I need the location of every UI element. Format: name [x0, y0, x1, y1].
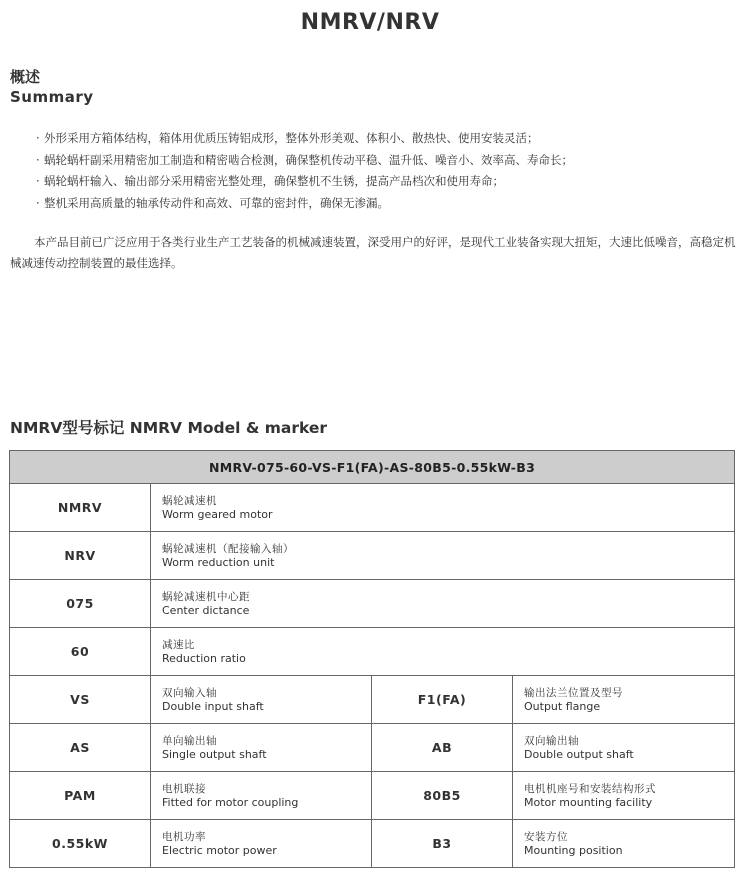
row-description: 蜗轮减速机中心距 Center dictance	[151, 580, 735, 628]
row-description: 蜗轮减速机 Worm geared motor	[151, 484, 735, 532]
row-description: 双向输出轴 Double output shaft	[513, 724, 735, 772]
row-description: 输出法兰位置及型号 Output flange	[513, 676, 735, 724]
row-description: 电机机座号和安装结构形式 Motor mounting facility	[513, 772, 735, 820]
table-row	[10, 772, 735, 820]
table-row	[10, 820, 735, 868]
feature-item: · 蜗轮蜗杆输入、输出部分采用精密光整处理，确保整机不生锈，提高产品档次和使用寿命；	[36, 174, 504, 188]
row-description: 安装方位 Mounting position	[513, 820, 735, 868]
row-code: AS	[10, 724, 151, 772]
feature-item: · 外形采用方箱体结构，箱体用优质压铸铝成形，整体外形美观、体积小、散热快、使用安装灵活；	[36, 131, 539, 145]
row-description: 蜗轮减速机（配接输入轴） Worm reduction unit	[151, 532, 735, 580]
row-code: 0.55kW	[10, 820, 151, 868]
row-code: 60	[10, 628, 151, 676]
table-row	[10, 532, 735, 580]
table-row	[10, 628, 735, 676]
row-description: 双向输入轴 Double input shaft	[151, 676, 372, 724]
row-code: 075	[10, 580, 151, 628]
row-description: 单向输出轴 Single output shaft	[151, 724, 372, 772]
model-marker-table	[9, 450, 735, 868]
summary-heading-cn: 概述	[10, 68, 41, 86]
page-title: NMRV/NRV	[300, 10, 440, 35]
row-description: 电机功率 Electric motor power	[151, 820, 372, 868]
table-row	[10, 724, 735, 772]
model-section-heading: NMRV型号标记 NMRV Model & marker	[10, 419, 328, 437]
row-code: 80B5	[372, 772, 513, 820]
row-code: F1(FA)	[372, 676, 513, 724]
row-code: NMRV	[10, 484, 151, 532]
row-code: VS	[10, 676, 151, 724]
summary-heading-en: Summary	[10, 88, 94, 106]
feature-item: · 整机采用高质量的轴承传动件和高效、可靠的密封件，确保无渗漏。	[36, 195, 389, 210]
table-row	[10, 676, 735, 724]
application-paragraph: 本产品目前已广泛应用于各类行业生产工艺装备的机械减速装置，深受用户的好评，是现代工业装备实现大扭矩，大速比低噪音，高稳定机械减速传动控制装置的最佳选择。	[10, 235, 736, 270]
feature-item: · 蜗轮蜗杆副采用精密加工制造和精密啮合检测，确保整机传动平稳、温升低、噪音小、效率高、寿命长；	[36, 152, 573, 167]
row-code: NRV	[10, 532, 151, 580]
row-code: PAM	[10, 772, 151, 820]
model-code: NMRV-075-60-VS-F1(FA)-AS-80B5-0.55kW-B3	[10, 451, 735, 484]
row-code: AB	[372, 724, 513, 772]
table-header-row	[10, 451, 735, 484]
row-code: B3	[372, 820, 513, 868]
row-description: 电机联接 Fitted for motor coupling	[151, 772, 372, 820]
table-row	[10, 484, 735, 532]
row-description: 减速比 Reduction ratio	[151, 628, 735, 676]
feature-list	[36, 128, 573, 214]
table-row	[10, 580, 735, 628]
